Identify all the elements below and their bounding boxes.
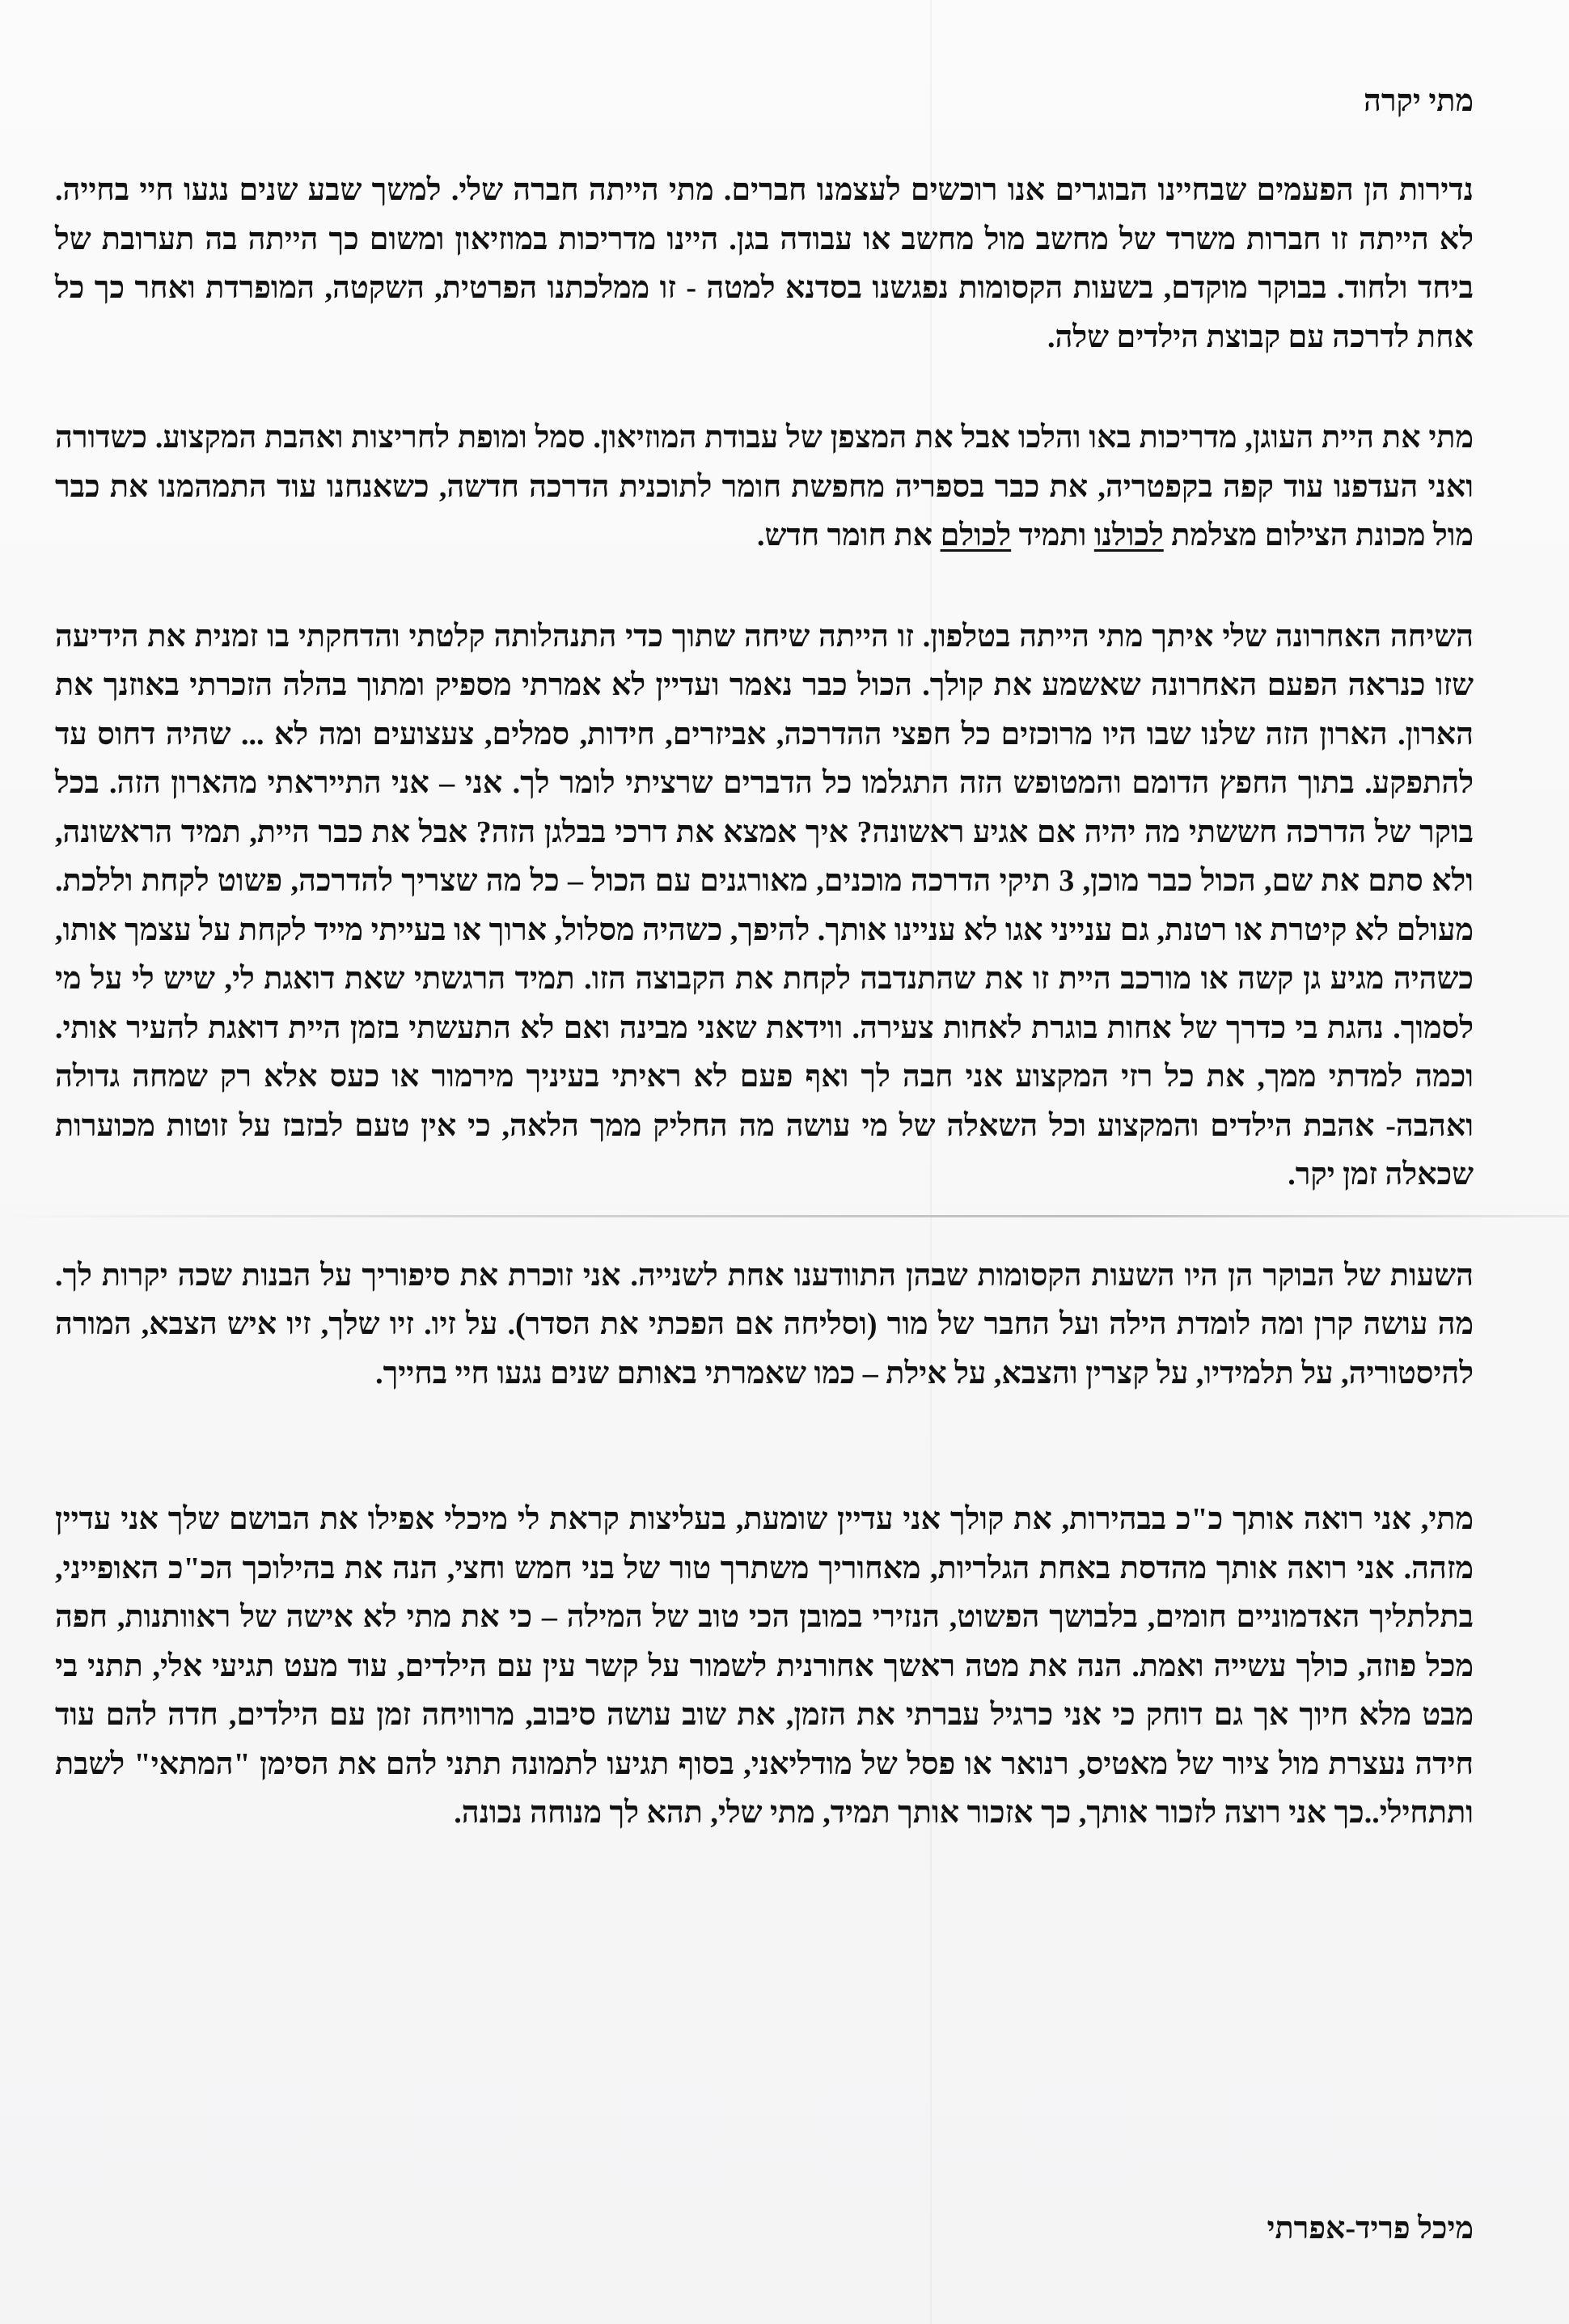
paragraph-2-text-before: מתי את היית העוגן, מדריכות באו והלכו אבל את המצפן של עבודת המוזיאון. סמל ומופת לחריצות ואהבת המקצוע. כשדורה ואני העדפנו עוד קפה בקפטריה, את כבר בספריה מחפשת חומר לתוכנית הדרכה חדשה, כשאנחנו עוד התמהמנו את כבר מול מכונת הצילום מצלמת [55,421,1474,552]
paragraph-3: השיחה האחרונה שלי איתך מתי הייתה בטלפון. זו הייתה שיחה שתוך כדי התנהלותה קלטתי והדחקתי בו זמנית את הידיעה שזו כנראה הפעם האחרונה שאשמע את קולך. הכול כבר נאמר ועדיין לא אמרתי מספיק ומתוך בהלה הזכרתי באוזנך את הארון. הארון הזה שלנו שבו היו מרוכזים כל חפצי ההדרכה, אביזרים, חידות, סמלים, צעצועים ומה לא ... שהיה דחוס עד להתפקע. בתוך החפץ הדומם והמטופש הזה התגלמו כל הדברים שרציתי לומר לך. אני – אני התייראתי מהארון הזה. בכל בוקר של הדרכה חששתי מה יהיה אם אגיע ראשונה? איך אמצא את דרכי בבלגן הזה? אבל את כבר היית, תמיד הראשונה, ולא סתם את שם, הכול כבר מוכן, 3 תיקי הדרכה מוכנים, מאורגנים עם הכול – כל מה שצריך להדרכה, פשוט לקחת וללכת. מעולם לא קיטרת או רטנת, גם ענייני אגו לא עניינו אותך. להיפך, כשהיה מסלול, ארוך או בעייתי מייד לקחת על עצמך אותו, כשהיה מגיע גן קשה או מורכב היית זו את שהתנדבה לקחת את הקבוצה הזו. תמיד הרגשתי שאת דואגת לי, שיש לי על מי לסמוך. נהגת בי כדרך של אחות בוגרת לאחות צעירה. ווידאת שאני מבינה ואם לא התעשתי בזמן היית דואגת להעיר אותי. וכמה למדתי ממך, את כל רזי המקצוע אני חבה לך ואף פעם לא ראיתי בעיניך מירמור או כעס אלא רק שמחה גדולה ואהבה- אהבת הילדים והמקצוע וכל השאלה של מי עושה מה החליק ממך הלאה, כי אין טעם לבזבז על זוטות מכוערות שכאלה זמן יקר. [55,619,1474,1192]
emphasis-lekhulam: לכולם [940,519,1012,552]
paragraph-4: השעות של הבוקר הן היו השעות הקסומות שבהן התוודענו אחת לשנייה. אני זוכרת את סיפוריך על הבנות שכה יקרות לך. מה עושה קרן ומה לומדת הילה ועל החבר של מור (וסליחה אם הפכתי את הסדר). על זיו. זיו שלך, זיו איש הצבא, המורה להיסטוריה, על תלמידיו, על קצרין והצבא, על אילת – כמו שאמרתי באותם שנים נגעו חיי בחייך. [55,1258,1474,1391]
letter-greeting: מתי יקרה [1364,84,1474,118]
letter-body [55,166,1474,1838]
paragraph-1: נדירות הן הפעמים שבחיינו הבוגרים אנו רוכשים לעצמנו חברים. מתי הייתה חברה שלי. למשך שבע שנים נגעו חיי בחייה. לא הייתה זו חברות משרד של מחשב מול מחשב או עבודה בגן. היינו מדריכות במוזיאון ומשום כך הייתה בה תערובת של ביחד ולחוד. בבוקר מוקדם, בשעות הקסומות נפגשנו בסדנא למטה - זו ממלכתנו הפרטית, השקטה, המופרדת ואחר כך כל אחת לדרכה עם קבוצת הילדים שלה. [55,173,1474,354]
letter-signature: מיכל פריד-אפרתי [1267,2212,1474,2246]
paragraph-5: מתי, אני רואה אותך כ"כ בבהירות, את קולך אני עדיין שומעת, בעליצות קראת לי מיכלי אפילו את הבושם שלך אני עדיין מזהה. אני רואה אותך מהדסת באחת הגלריות, מאחוריך משתרך טור של בני חמש וחצי, הנה את בהילוכך הכ"כ האופייני, בתלתליך האדמוניים חומים, בלבושך הפשוט, הנזירי במובן הכי טוב של המילה – כי את מתי לא אישה של ראוותנות, חפה מכל פוזה, כולך עשייה ואמת. הנה את מטה ראשך אחורנית לשמור על קשר עין עם הילדים, עוד מעט תגיעי אלי, תתני בי מבט מלא חיוך אך גם דוחק כי אני כרגיל עברתי את הזמן, את שוב עושה סיבוב, מרוויחה זמן עם הילדים, חדה להם עוד חידה נעצרת מול ציור של מאטיס, רנואר או פסל של מודליאני, בסוף תגיעו לתמונה תתני להם את הסימן "המתאי" לשבת ותתחילי..כך אני רוצה לזכור אותך, כך אזכור אותך תמיד, מתי שלי, תהא לך מנוחה נכונה. [55,1502,1474,1830]
paragraph-2 [55,413,1474,561]
paragraph-2-text-middle: ותמיד [1011,519,1094,552]
paragraph-2-text-after: את חומר חדש. [756,519,941,552]
emphasis-lekhulanu: לכולנו [1093,519,1164,552]
